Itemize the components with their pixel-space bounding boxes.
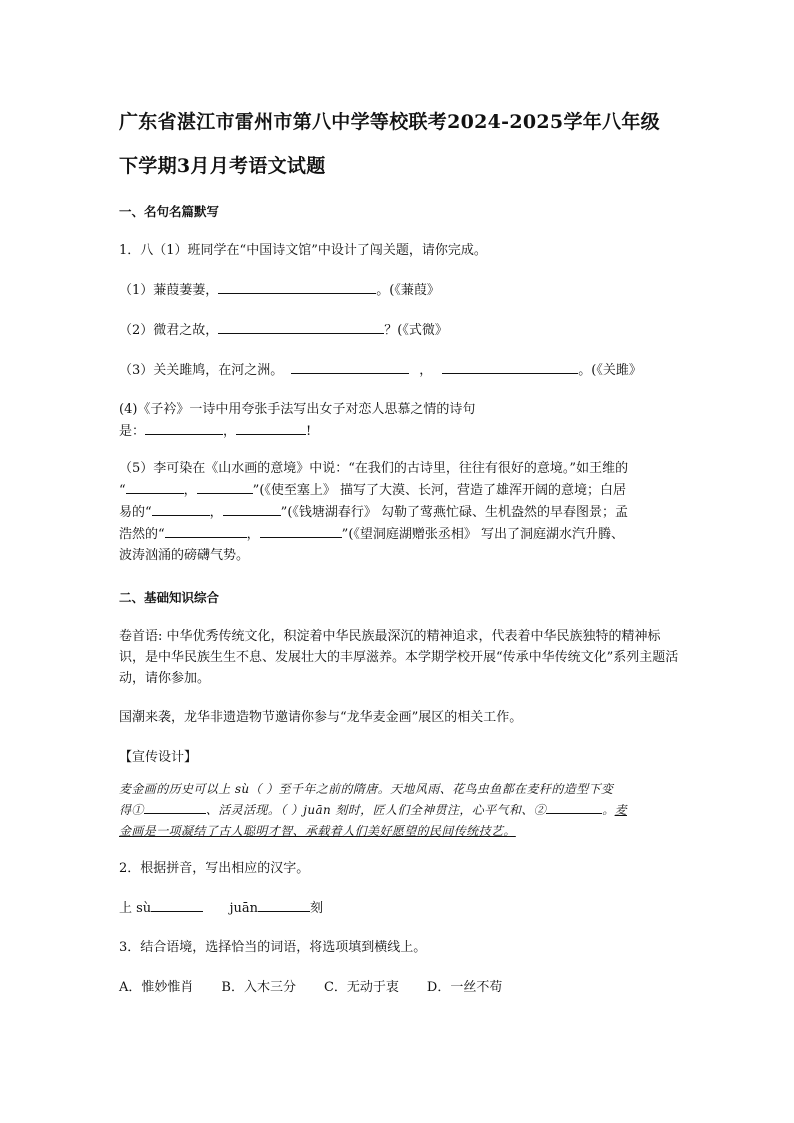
q2-suffix: 刻 <box>310 901 324 916</box>
comma: ， <box>209 505 223 520</box>
section-2-heading: 二、基础知识综合 <box>119 590 220 605</box>
quote-open: 易的“ <box>119 505 152 520</box>
answer-blank[interactable] <box>291 359 409 374</box>
q1-item-5-source-3: ”(《望洞庭湖赠张丞相》 写出了洞庭湖水汽升腾、 <box>341 527 625 542</box>
answer-blank[interactable] <box>442 359 578 374</box>
passage-line-2-start: 得① <box>119 803 144 817</box>
reading-passage <box>119 779 679 842</box>
answer-blank[interactable] <box>236 420 306 435</box>
comma: ， <box>183 483 197 498</box>
answer-blank[interactable] <box>145 420 223 435</box>
q1-stem: 1．八（1）班同学在“中国诗文馆”中设计了闯关题，请你完成。 <box>119 243 487 258</box>
q2-stem: 2．根据拼音，写出相应的汉字。 <box>119 861 310 876</box>
q1-item-2 <box>119 319 679 341</box>
answer-blank[interactable] <box>546 800 602 814</box>
intro-paragraph: 卷首语: 中华优秀传统文化，积淀着中华民族最深沉的精神追求，代表着中华民族独特的精神标识，是中华民族生生不息、发展壮大的丰厚滋养。本学期学校开展“传承中华传统文化”系列主题活动，请你参加。 <box>119 629 679 686</box>
q1-item-2-source: ？(《式微》 <box>384 323 448 338</box>
answer-blank[interactable] <box>144 800 206 814</box>
intro-paragraph-2: 国潮来袭，龙华非遗造物节邀请你参与“龙华麦金画”展区的相关工作。 <box>119 710 523 725</box>
q1-item-4-end: ! <box>306 424 312 439</box>
q1-item-4-prefix: 是： <box>119 424 146 439</box>
q1-item-1-text: （1）蒹葭萋萋， <box>119 283 219 298</box>
answer-blank[interactable] <box>126 479 184 494</box>
q1-item-1-source: 。(《蒹葭》 <box>376 283 440 298</box>
passage-line-3-underlined: 金画是一项凝结了古人聪明才智、承载着人们美好愿望的民间传统技艺。 <box>119 824 516 838</box>
q1-item-5-source-1: ”(《使至塞上》 描写了大漠、长河，营造了雄浑开阔的意境；白居 <box>252 483 627 498</box>
quote-open: 浩然的“ <box>119 527 165 542</box>
q2-answers <box>119 897 679 919</box>
q1-item-5-source-2: ”(《钱塘湖春行》 勾勒了莺燕忙碌、生机盎然的早春图景；孟 <box>280 505 629 520</box>
passage-underlined-start: 麦 <box>614 803 627 817</box>
answer-blank[interactable] <box>258 897 310 912</box>
section-1-heading: 一、名句名篇默写 <box>119 204 220 219</box>
q3-stem: 3．结合语境，选择恰当的词语，将选项填到横线上。 <box>119 940 427 955</box>
q1-item-3-text: （3）关关雎鸠，在河之洲。 <box>119 363 284 378</box>
passage-line-2-mid: 、活灵活现。（ ）juān 刻时，匠人们全神贯注，心平气和、② <box>205 803 547 817</box>
answer-blank[interactable] <box>197 479 253 494</box>
answer-blank[interactable] <box>152 501 210 516</box>
option-c[interactable]: C．无动于衷 <box>323 980 399 995</box>
q2-pinyin-a: 上 sù <box>119 901 152 916</box>
q1-item-3-comma: ， <box>419 363 433 378</box>
q1-item-1 <box>119 279 679 301</box>
option-b[interactable]: B．入木三分 <box>221 980 296 995</box>
exam-page <box>119 100 679 995</box>
page-title-line-2: 下学期3月月考语文试题 <box>119 155 326 177</box>
period: 。 <box>602 803 615 817</box>
q1-item-2-text: （2）微君之故， <box>119 323 219 338</box>
passage-line-1: 麦金画的历史可以上 sù（ ）至千年之前的隋唐。天地风雨、花鸟虫鱼都在麦秆的造型下变 <box>119 782 614 796</box>
option-a[interactable]: A．惟妙惟肖 <box>119 980 194 995</box>
page-title-line-1: 广东省湛江市雷州市第八中学等校联考2024-2025学年八年级 <box>119 111 660 133</box>
design-heading: 【宣传设计】 <box>119 750 198 765</box>
quote-open: “ <box>119 483 126 498</box>
answer-blank[interactable] <box>218 279 376 294</box>
q1-item-5 <box>119 458 679 566</box>
q2-pinyin-b: juān <box>229 901 258 916</box>
q1-item-5-text: （5）李可染在《山水画的意境》中说：“在我们的古诗里，往往有很好的意境。”如王维的 <box>119 461 629 476</box>
q1-item-5-ending: 波涛汹涌的磅礴气势。 <box>119 548 250 563</box>
comma: ， <box>246 527 260 542</box>
q3-options <box>119 976 679 995</box>
q1-item-3-source: 。(《关雎》 <box>578 363 642 378</box>
q1-item-3 <box>119 359 679 381</box>
answer-blank[interactable] <box>223 501 281 516</box>
q1-item-4-text: (4)《子衿》一诗中用夸张手法写出女子对恋人思慕之情的诗句 <box>119 402 476 417</box>
answer-blank[interactable] <box>165 523 247 538</box>
answer-blank[interactable] <box>151 897 203 912</box>
q1-item-4-comma: ， <box>223 424 237 439</box>
option-d[interactable]: D．一丝不苟 <box>426 980 503 995</box>
q1-item-4 <box>119 399 679 442</box>
answer-blank[interactable] <box>260 523 342 538</box>
answer-blank[interactable] <box>218 319 384 334</box>
